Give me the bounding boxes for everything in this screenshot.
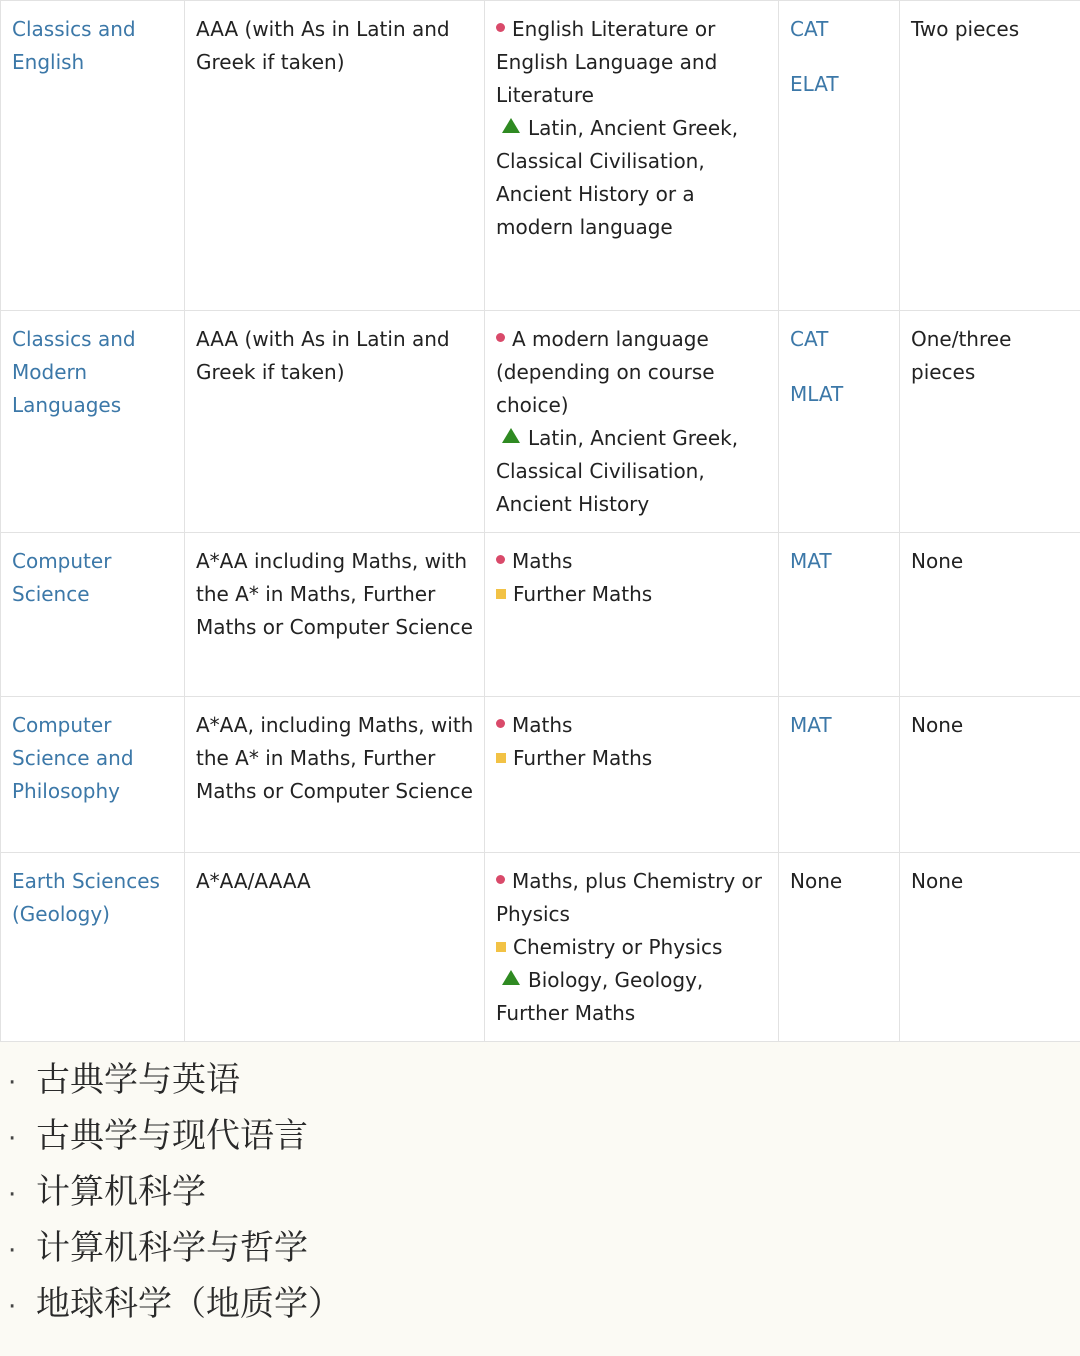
table-row [1,697,1080,853]
requirement-item [496,865,768,931]
helpful-triangle-icon [502,428,520,443]
requirement-text: Latin, Ancient Greek, Classical Civilisation, Ancient History [496,426,739,516]
essential-dot-icon [496,333,505,342]
subject-requirements-cell [485,1,779,311]
course-cell [1,853,185,1042]
requirement-text: Chemistry or Physics [513,935,723,959]
requirement-text: English Literature or English Language and Literature [496,17,718,107]
course-link[interactable]: Classics and English [12,17,136,74]
recommended-square-icon [496,589,506,599]
test-link[interactable]: CAT [790,17,829,41]
table-row [1,1,1080,311]
admissions-test-cell [779,853,900,1042]
essential-dot-icon [496,555,505,564]
grades-text: A*AA including Maths, with the A* in Maths, Further Maths or Computer Science [196,549,473,639]
subject-requirements-cell [485,533,779,697]
course-cell [1,533,185,697]
requirement-item [496,742,768,775]
subject-requirements-cell [485,853,779,1042]
written-work-cell [900,1,1080,311]
list-item [0,1108,1080,1164]
essential-dot-icon [496,875,505,884]
requirement-item [496,578,768,611]
bullet-dot-icon: · [8,1180,17,1210]
requirement-item [496,323,768,422]
test-link[interactable]: CAT [790,327,829,351]
requirement-item [496,931,768,964]
admissions-test-cell [779,311,900,533]
list-item [0,1164,1080,1220]
grades-text: A*AA, including Maths, with the A* in Maths, Further Maths or Computer Science [196,713,474,803]
bullet-dot-icon: · [8,1124,17,1154]
written-work-cell [900,533,1080,697]
requirement-item [496,422,768,521]
grades-text: A*AA/AAAA [196,869,311,893]
admissions-test-cell [779,1,900,311]
written-work-text: None [911,549,964,573]
subject-requirements-cell [485,311,779,533]
course-link[interactable]: Classics and Modern Languages [12,327,136,417]
helpful-triangle-icon [502,970,520,985]
requirement-text: Biology, Geology, Further Maths [496,968,704,1025]
admissions-test-cell [779,697,900,853]
helpful-triangle-icon [502,118,520,133]
list-item-text: 计算机科学与哲学 [36,1228,308,1268]
recommended-square-icon [496,753,506,763]
test-link[interactable]: MLAT [790,382,844,406]
essential-dot-icon [496,23,505,32]
list-item [0,1052,1080,1108]
table-row [1,311,1080,533]
list-item [0,1220,1080,1276]
grades-cell [185,853,485,1042]
requirement-item [496,13,768,112]
written-work-cell [900,311,1080,533]
requirement-text: A modern language (depending on course choice) [496,327,715,417]
requirement-item [496,112,768,244]
recommended-square-icon [496,942,506,952]
grades-cell [185,697,485,853]
written-work-cell [900,853,1080,1042]
chinese-course-list [0,1052,1080,1332]
table-row [1,533,1080,697]
bullet-dot-icon: · [8,1292,17,1322]
grades-text: AAA (with As in Latin and Greek if taken) [196,17,450,74]
written-work-text: None [911,713,964,737]
course-cell [1,1,185,311]
requirement-text: Further Maths [513,582,653,606]
grades-cell [185,1,485,311]
written-work-cell [900,697,1080,853]
written-work-text: One/three pieces [911,327,1012,384]
list-item [0,1276,1080,1332]
course-link[interactable]: Computer Science and Philosophy [12,713,134,803]
grades-cell [185,533,485,697]
grades-text: AAA (with As in Latin and Greek if taken) [196,327,450,384]
requirement-text: Latin, Ancient Greek, Classical Civilisation, Ancient History or a modern language [496,116,739,239]
requirement-text: Maths [512,549,573,573]
written-work-text: None [911,869,964,893]
requirement-text: Maths, plus Chemistry or Physics [496,869,762,926]
table-row [1,853,1080,1042]
subject-requirements-cell [485,697,779,853]
course-cell [1,311,185,533]
requirement-item [496,964,768,1030]
course-cell [1,697,185,853]
requirement-item [496,709,768,742]
bullet-dot-icon: · [8,1068,17,1098]
list-item-text: 计算机科学 [36,1172,206,1212]
written-work-text: Two pieces [911,17,1020,41]
course-link[interactable]: Computer Science [12,549,112,606]
test-link[interactable]: ELAT [790,72,839,96]
list-item-text: 古典学与英语 [36,1060,240,1100]
table-body [1,1,1080,1042]
admissions-test-cell [779,533,900,697]
requirement-text: Maths [512,713,573,737]
requirement-text: Further Maths [513,746,653,770]
bullet-dot-icon: · [8,1236,17,1266]
requirement-item [496,545,768,578]
list-item-text: 地球科学（地质学） [36,1284,342,1324]
grades-cell [185,311,485,533]
list-item-text: 古典学与现代语言 [36,1116,308,1156]
test-text: None [790,869,843,893]
test-link[interactable]: MAT [790,549,832,573]
course-link[interactable]: Earth Sciences (Geology) [12,869,160,926]
test-link[interactable]: MAT [790,713,832,737]
essential-dot-icon [496,719,505,728]
